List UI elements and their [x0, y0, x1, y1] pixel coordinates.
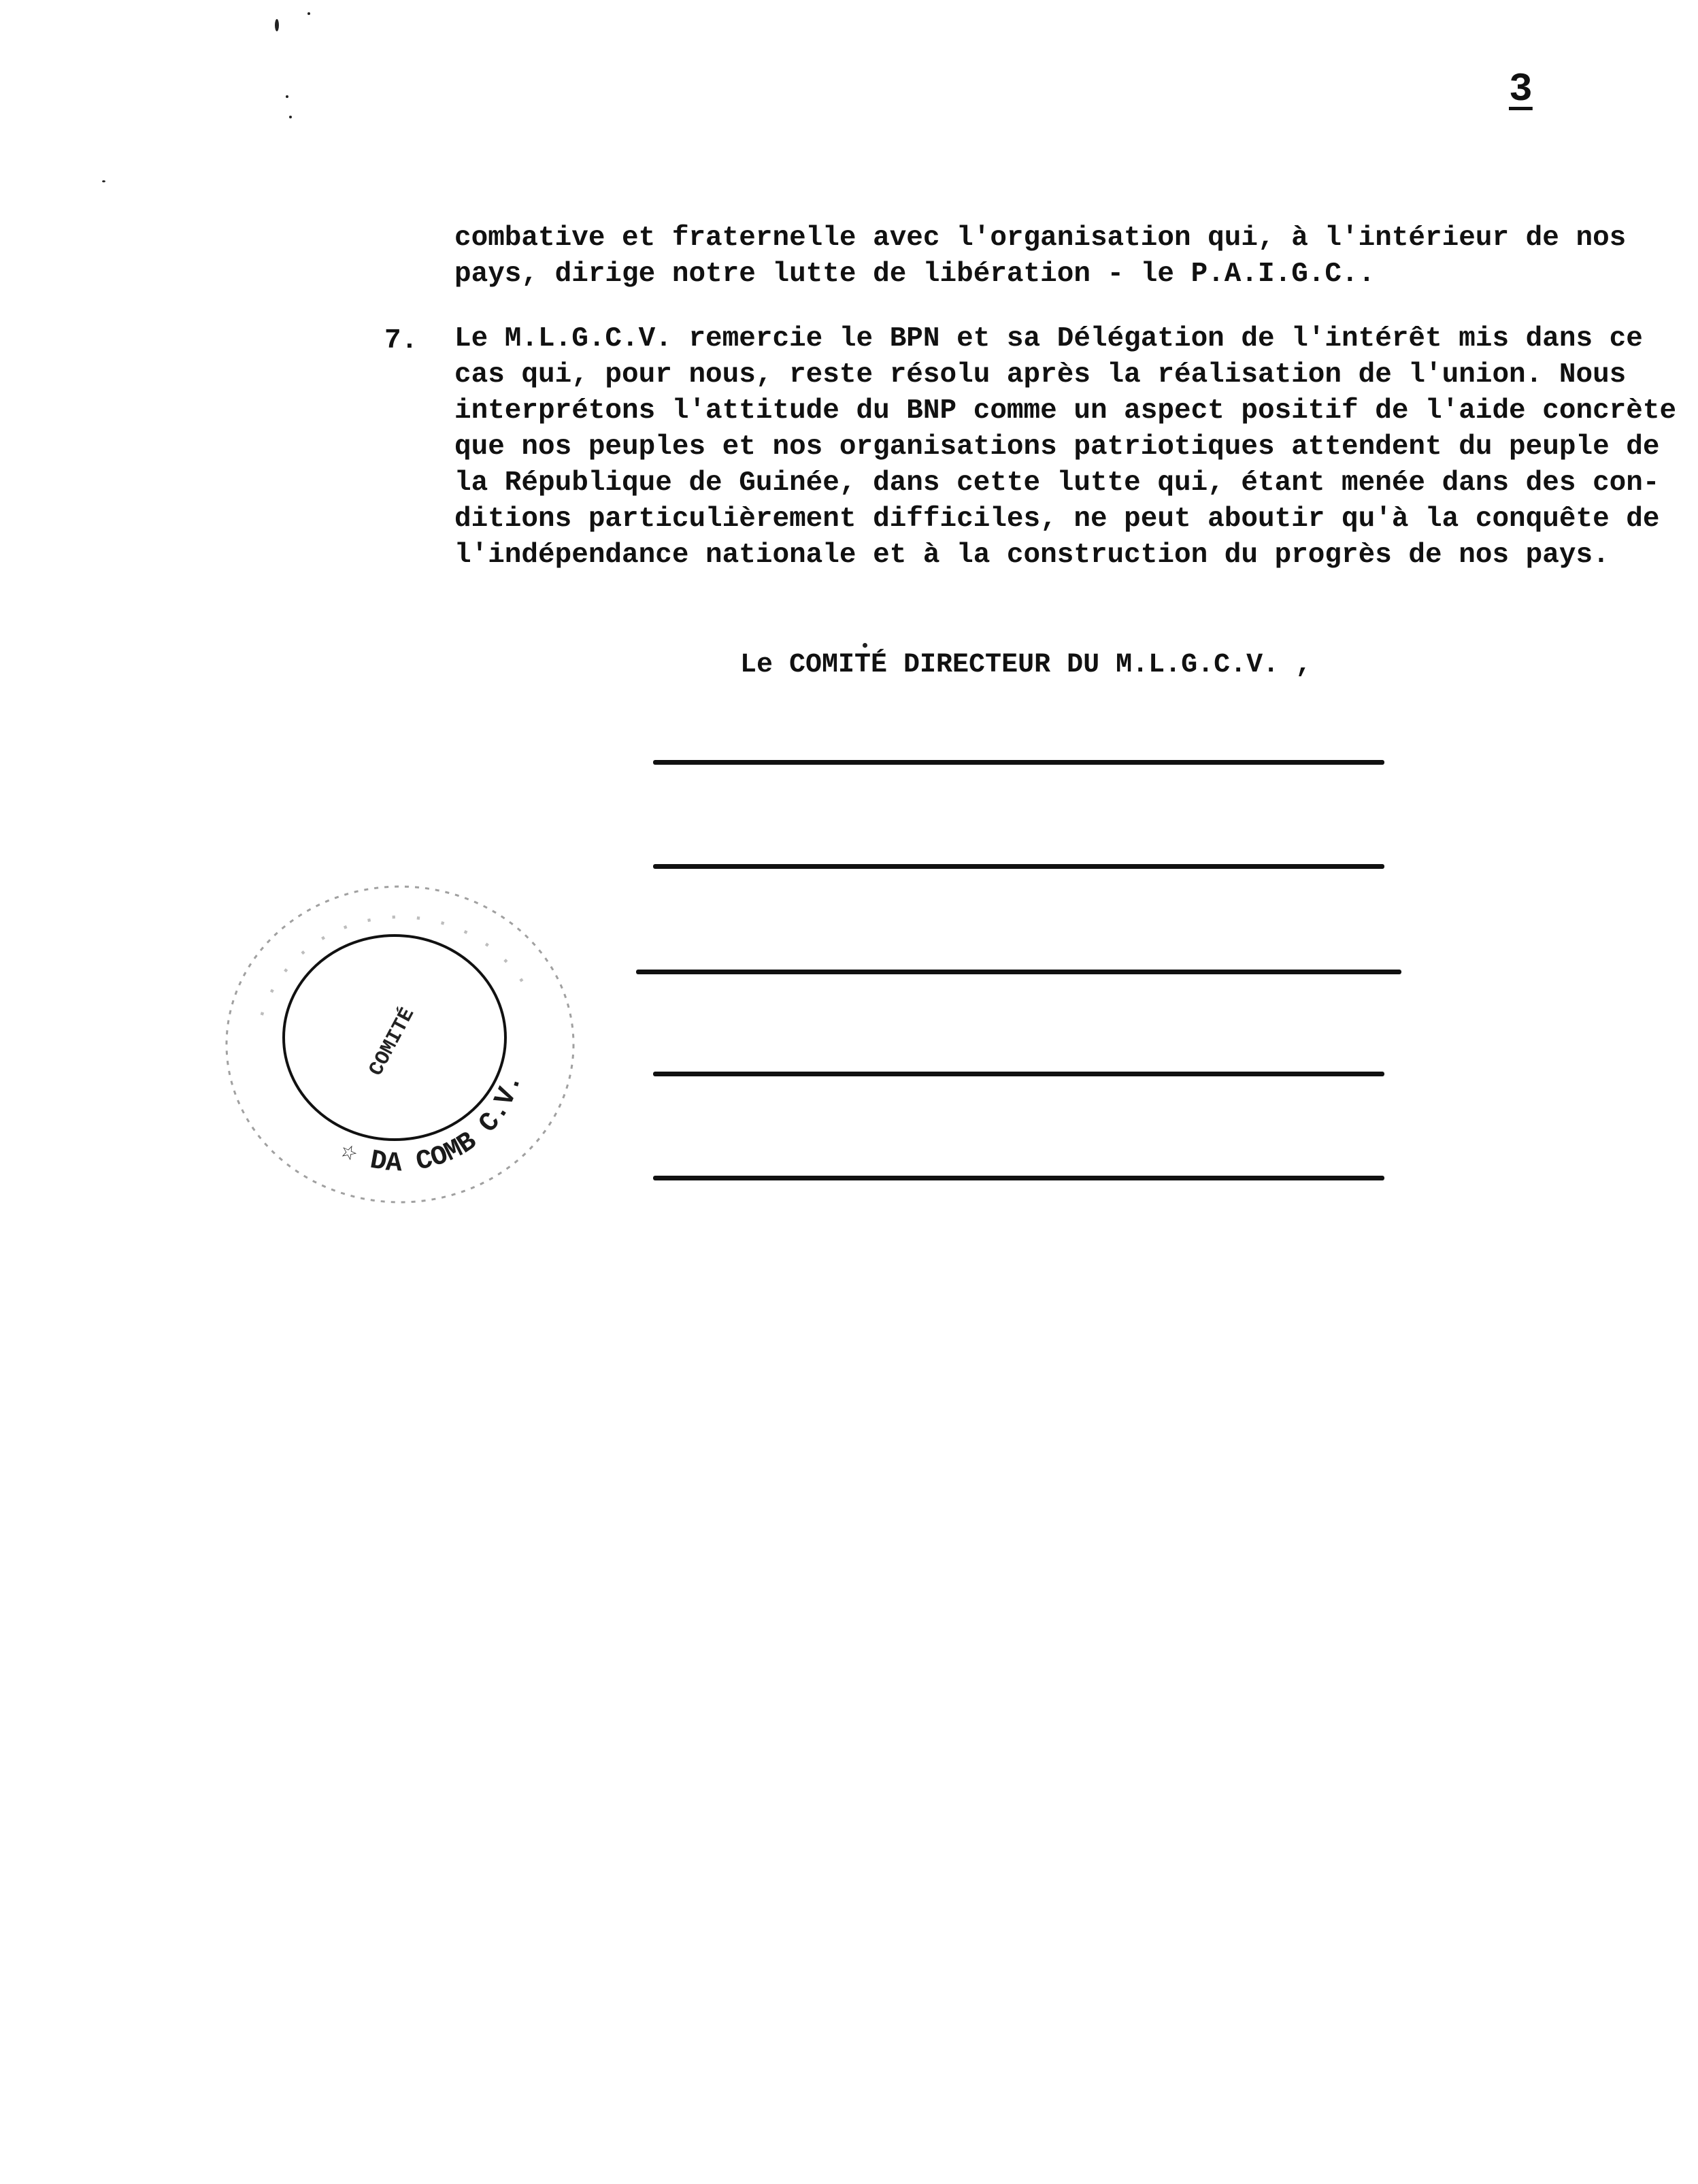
signature-line-3 — [636, 970, 1401, 974]
scan-speck — [275, 19, 279, 31]
svg-text:COMITÉ: COMITÉ — [365, 1004, 420, 1080]
page-number: 3 — [1509, 68, 1533, 112]
scan-speck — [102, 180, 105, 182]
scan-speck — [863, 643, 867, 648]
svg-text:☆ DA COMB C.V.: ☆ DA COMB C.V. — [335, 1070, 529, 1180]
signature-line-2 — [653, 864, 1384, 869]
scan-speck — [307, 12, 310, 15]
paragraph-7-line-4: que nos peuples et nos organisations patriotiques attendent du peuple de — [454, 431, 1660, 463]
continuation-line-1: combative et fraternelle avec l'organisation qui, à l'intérieur de nos — [454, 222, 1627, 254]
paragraph-7-line-2: cas qui, pour nous, reste résolu après la réalisation de l'union. Nous — [454, 359, 1627, 391]
paragraph-7-line-6: ditions particulièrement difficiles, ne peut aboutir qu'à la conquête de — [454, 503, 1660, 535]
committee-title: Le COMITÉ DIRECTEUR DU M.L.G.C.V. , — [740, 650, 1312, 680]
signature-line-5 — [653, 1176, 1384, 1180]
paragraph-7-line-5: la République de Guinée, dans cette lutte qui, étant menée dans des con- — [454, 467, 1660, 499]
paragraph-7-line-1: Le M.L.G.C.V. remercie le BPN et sa Délégation de l'intérêt mis dans ce — [454, 323, 1643, 354]
signature-line-1 — [653, 760, 1384, 765]
scan-speck — [289, 116, 292, 118]
paragraph-7-line-7: l'indépendance nationale et à la construction du progrès de nos pays. — [454, 540, 1610, 571]
official-stamp — [216, 878, 584, 1211]
paragraph-7-line-3: interprétons l'attitude du BNP comme un aspect positif de l'aide concrète — [454, 395, 1677, 427]
paragraph-number: 7. — [384, 325, 418, 357]
scan-speck — [286, 95, 288, 98]
continuation-line-2: pays, dirige notre lutte de libération - le P.A.I.G.C.. — [454, 259, 1376, 290]
svg-text:. . . . . . . . . . . . . .: . . . . . . . . . . . . . . — [246, 901, 537, 1023]
signature-line-4 — [653, 1072, 1384, 1076]
